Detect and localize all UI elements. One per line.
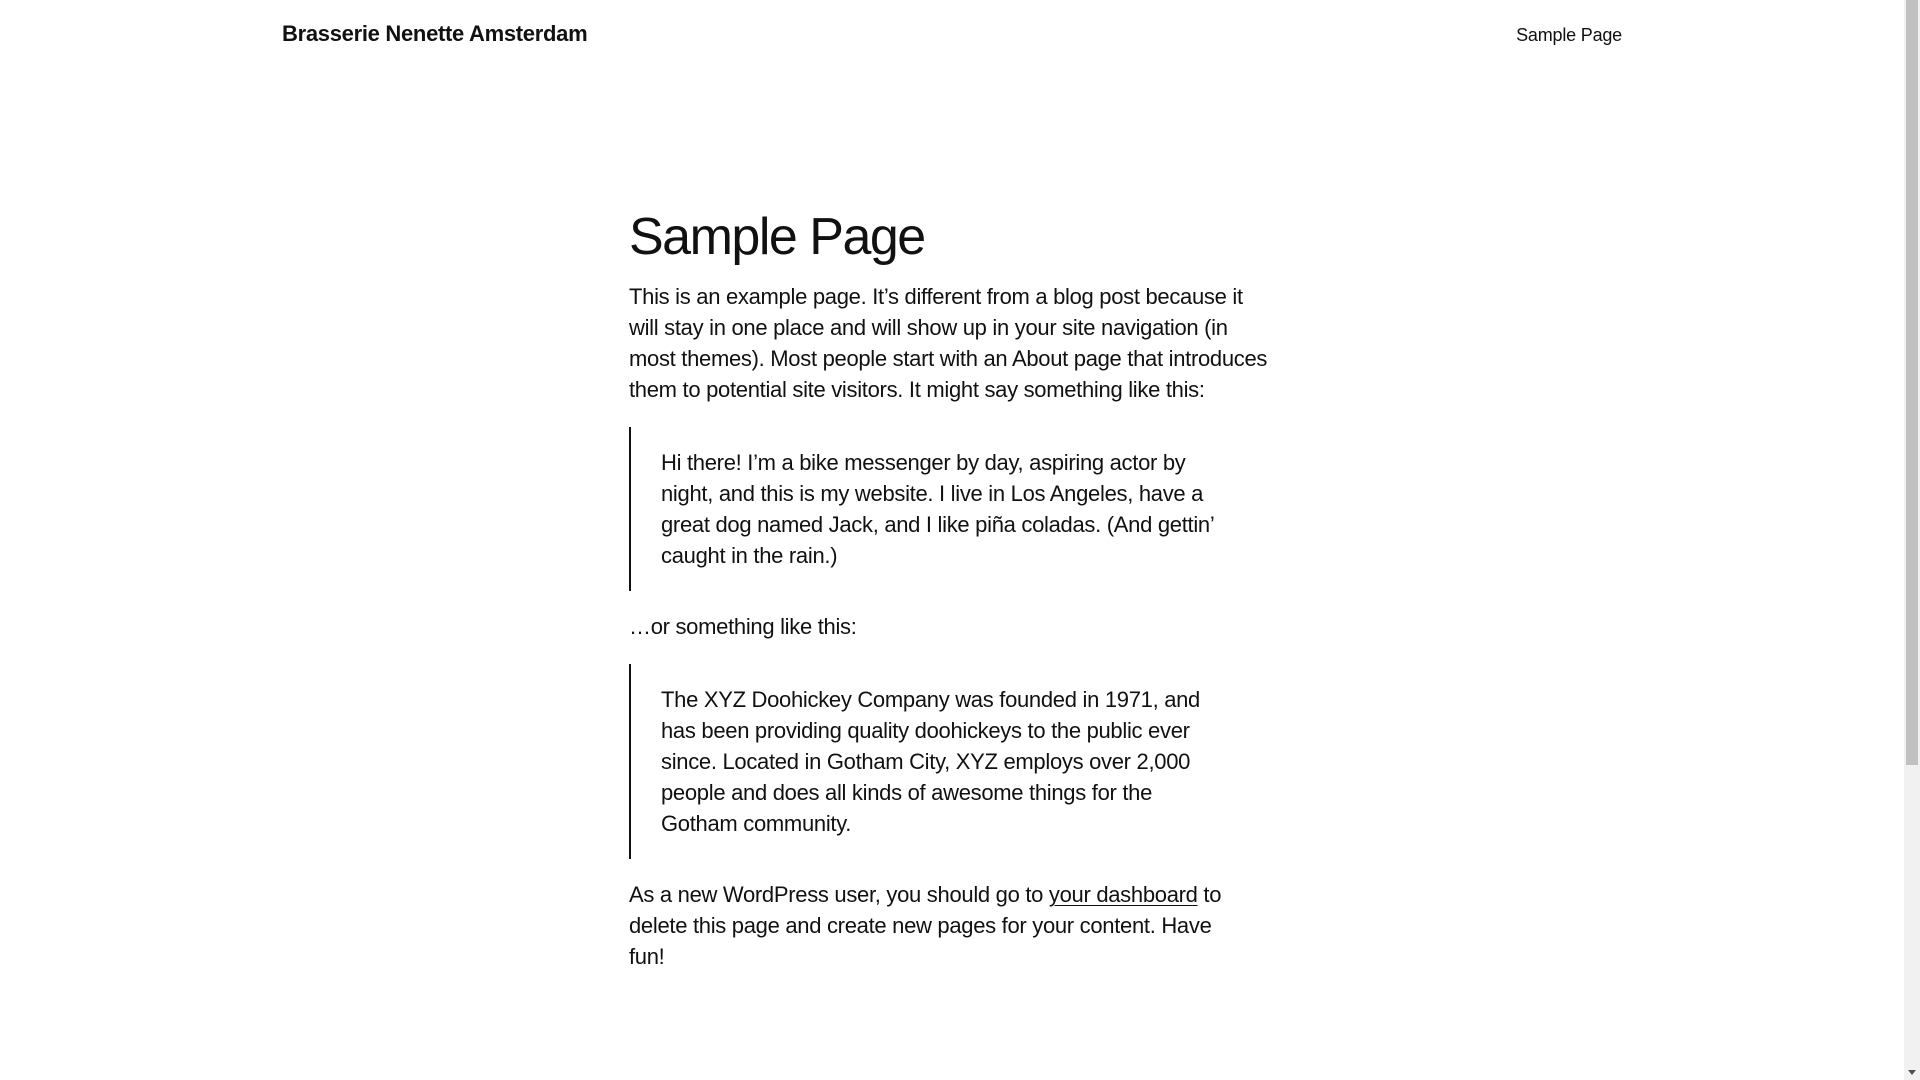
scroll-down-arrow-icon[interactable] bbox=[1904, 1064, 1920, 1080]
blockquote-bike-messenger bbox=[629, 427, 1214, 591]
outro-text-after: to delete this page and create new pages for your content. Have fun! bbox=[629, 882, 1222, 969]
vertical-scrollbar[interactable] bbox=[1904, 0, 1920, 1080]
middle-paragraph: …or something like this: bbox=[629, 614, 857, 639]
blockquote-doohickey bbox=[629, 664, 1209, 859]
nav-item-sample-page[interactable]: Sample Page bbox=[1516, 25, 1622, 45]
scrollbar-thumb[interactable] bbox=[1906, 0, 1918, 765]
main-content bbox=[629, 205, 1269, 972]
blockquote-text: Hi there! I’m a bike messenger by day, aspiring actor by night, and this is my website. I live in Los Angeles, have a great dog named Jack, and I like piña coladas. (And gettin’ caught in the rain.) bbox=[661, 450, 1214, 568]
outro-text-before: As a new WordPress user, you should go to bbox=[629, 882, 1049, 907]
blockquote-text: The XYZ Doohickey Company was founded in 1971, and has been providing quality doohickeys to the public ever since. Located in Gotham City, XYZ employs over 2,000 people and does all kinds of awesome things for the Gotham community. bbox=[661, 687, 1200, 836]
site-title-link[interactable]: Brasserie Nenette Amsterdam bbox=[282, 21, 588, 46]
dashboard-link[interactable]: your dashboard bbox=[1048, 882, 1198, 907]
intro-paragraph: This is an example page. It’s different from a blog post because it will stay in one place and will show up in your site navigation (in most themes). Most people start with an About page that introduces them to potential site visitors. It might say something like this: bbox=[629, 284, 1268, 402]
outro-paragraph bbox=[629, 879, 1229, 972]
page-title: Sample Page bbox=[629, 208, 925, 266]
